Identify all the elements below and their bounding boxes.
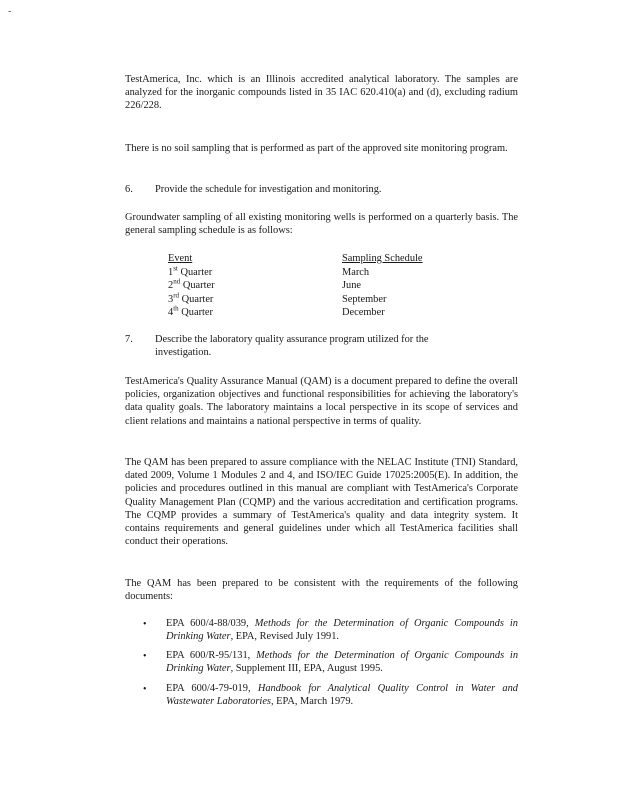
item-7-number: 7. — [125, 334, 133, 345]
schedule-header-event: Event — [168, 253, 193, 264]
schedule-event: 4th Quarter — [168, 304, 213, 319]
schedule-row — [168, 306, 423, 320]
item-6-number: 6. — [125, 184, 133, 195]
document-reference: EPA 600/4-79-019, Handbook for Analytical Quality Control in Water and Wastewater Laboratories, EPA, March 1979. — [166, 683, 518, 708]
document-reference: EPA 600/R-95/131, Methods for the Determination of Organic Compounds in Drinking Water, Supplement III, EPA, August 1995. — [166, 650, 519, 675]
schedule-header-sampling: Sampling Schedule — [342, 253, 423, 264]
bullet-marker: • — [143, 651, 147, 662]
schedule-row — [168, 266, 423, 280]
bullet-marker: • — [143, 619, 147, 630]
document-reference: EPA 600/4-88/039, Methods for the Determination of Organic Compounds in Drinking Water, EPA, Revised July 1991. — [166, 618, 518, 643]
qam-paragraph-2: The QAM has been prepared to assure compliance with the NELAC Institute (TNI) Standard, dated 2009, Volume 1 Modules 2 and 4, and ISO/IEC Guide 17025:2005(E). In addition, the policies and procedures outlined in this manual are compliant with TestAmerica's Corporate Quality Management Plan (CQMP) and the various accreditation and certification programs. The CQMP provides a summary of TestAmerica's quality and data integrity system. It contains requirements and general guidelines under which all TestAmerica facilities shall conduct their operations. — [125, 457, 518, 548]
schedule-row — [168, 293, 423, 307]
qam-paragraph-3: The QAM has been prepared to be consistent with the requirements of the following documents: — [125, 578, 518, 603]
corner-mark: - — [8, 6, 12, 17]
groundwater-paragraph: Groundwater sampling of all existing monitoring wells is performed on a quarterly basis. The general sampling schedule is as follows: — [125, 212, 518, 237]
schedule-header-row — [168, 252, 423, 266]
schedule-month: September — [342, 293, 387, 305]
schedule-event: 1st Quarter — [168, 264, 213, 278]
qam-paragraph-1: TestAmerica's Quality Assurance Manual (QAM) is a document prepared to define the overall policies, organization objectives and functional responsibilities for achieving the laboratory's data quality goals. The laboratory maintains a local perspective in its scope of services and client relations and maintains a national perspective in terms of quality. — [125, 376, 518, 427]
schedule-row — [168, 279, 423, 293]
schedule-month: December — [342, 307, 385, 319]
schedule-month: June — [342, 280, 362, 292]
schedule-month: March — [342, 266, 370, 278]
schedule-event: 3rd Quarter — [168, 291, 214, 305]
schedule-event: 2nd Quarter — [168, 277, 215, 292]
item-7-text: Describe the laboratory quality assurance program utilized for the investigation. — [155, 334, 429, 359]
bullet-marker: • — [143, 684, 147, 695]
intro-paragraph: TestAmerica, Inc. which is an Illinois accredited analytical laboratory. The samples are analyzed for the inorganic compounds listed in 35 IAC 620.410(a) and (d), excluding radium 226/228. — [125, 74, 518, 112]
soil-sampling-paragraph: There is no soil sampling that is performed as part of the approved site monitoring program. — [125, 143, 508, 154]
item-6-text: Provide the schedule for investigation and monitoring. — [155, 184, 382, 195]
sampling-schedule-table — [168, 252, 423, 320]
